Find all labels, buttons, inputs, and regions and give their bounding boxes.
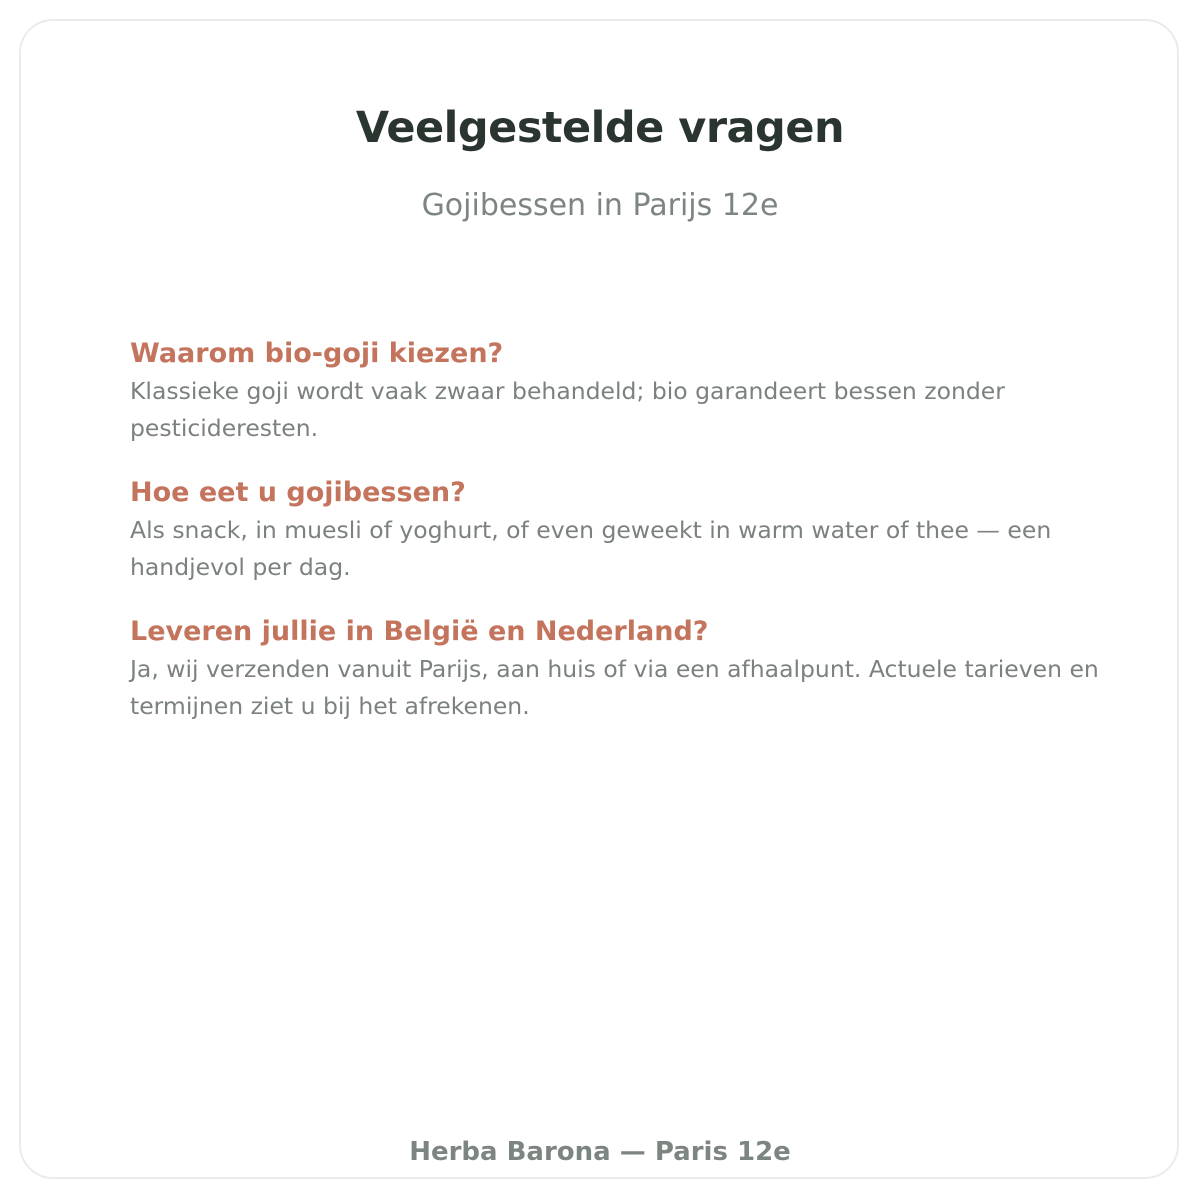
faq-item <box>130 335 1110 447</box>
faq-question: Leveren jullie in België en Nederland? <box>130 616 709 647</box>
faq-item <box>130 613 1110 725</box>
page-title: Veelgestelde vragen <box>355 103 845 153</box>
faq-question: Waarom bio-goji kiezen? <box>130 338 504 369</box>
faq-item <box>130 474 1110 586</box>
page-subtitle: Gojibessen in Parijs 12e <box>421 188 779 223</box>
faq-answer: Als snack, in muesli of yoghurt, of even geweekt in warm water of thee — een handjevol per dag. <box>130 516 1052 581</box>
footer-brand: Herba Barona — Paris 12e <box>409 1137 791 1167</box>
faq-answer: Ja, wij verzenden vanuit Parijs, aan huis of via een afhaalpunt. Actuele tarieven en termijnen ziet u bij het afrekenen. <box>130 655 1099 720</box>
faq-answer: Klassieke goji wordt vaak zwaar behandeld; bio garandeert bessen zonder pesticideresten. <box>130 377 1005 442</box>
faq-question: Hoe eet u gojibessen? <box>130 477 466 508</box>
